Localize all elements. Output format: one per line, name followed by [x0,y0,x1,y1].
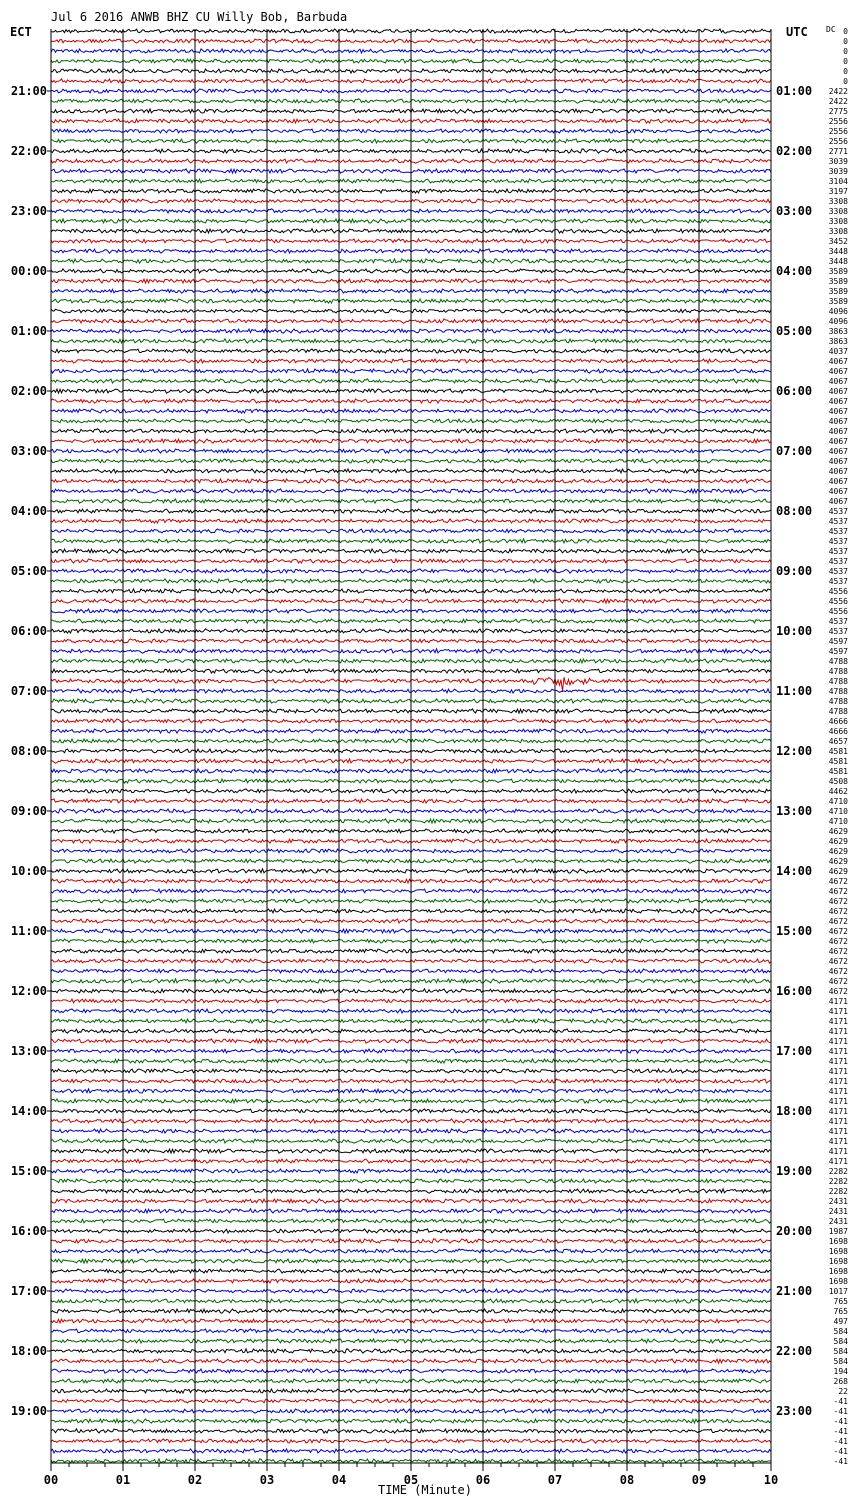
dc-offset-label: 3589 [828,277,848,286]
dc-offset-label: 4672 [828,917,848,926]
dc-offset-label: 4067 [828,497,848,506]
dc-offset-label: 4067 [828,437,848,446]
left-hour-label: 18:00 [10,1344,47,1358]
dc-offset-label: 4666 [828,717,848,726]
dc-offset-label: 584 [833,1357,848,1366]
x-tick-label: 10 [763,1473,779,1487]
left-hour-label: 04:00 [10,504,47,518]
dc-offset-label: 4672 [828,897,848,906]
dc-offset-label: 2282 [828,1167,848,1176]
dc-offset-label: 4537 [828,547,848,556]
dc-offset-label: 4672 [828,877,848,886]
dc-label: DC [826,25,836,34]
dc-offset-label: 4171 [828,1047,848,1056]
dc-offset-label: 0 [843,77,848,86]
dc-offset-label: 3863 [828,337,848,346]
right-hour-label: 10:00 [776,624,813,638]
left-hour-label: 06:00 [10,624,47,638]
dc-offset-label: 4171 [828,1117,848,1126]
dc-offset-label: 4788 [828,657,848,666]
dc-offset-label: 765 [833,1297,848,1306]
dc-offset-label: 4788 [828,667,848,676]
right-hour-label: 15:00 [776,924,813,938]
right-hour-label: 09:00 [776,564,813,578]
dc-offset-label: 4537 [828,557,848,566]
dc-offset-label: 4067 [828,447,848,456]
right-hour-label: 05:00 [776,324,813,338]
dc-offset-label: 4657 [828,737,848,746]
left-hour-label: 21:00 [10,84,47,98]
right-hour-label: 04:00 [776,264,813,278]
dc-offset-label: 3589 [828,287,848,296]
dc-offset-label: 3308 [828,227,848,236]
dc-offset-label: 4171 [828,1017,848,1026]
dc-offset-label: 4788 [828,677,848,686]
left-hour-label: 16:00 [10,1224,47,1238]
dc-offset-label: 4537 [828,527,848,536]
dc-offset-label: 4462 [828,787,848,796]
dc-offset-label: 584 [833,1337,848,1346]
dc-offset-label: 4067 [828,487,848,496]
dc-offset-label: 268 [833,1377,848,1386]
left-hour-label: 01:00 [10,324,47,338]
x-tick-label: 08 [619,1473,635,1487]
dc-offset-label: 4067 [828,457,848,466]
right-hour-label: 20:00 [776,1224,813,1238]
dc-offset-label: 3448 [828,257,848,266]
dc-offset-label: 4067 [828,427,848,436]
right-hour-label: 11:00 [776,684,813,698]
dc-offset-label: 1698 [828,1277,848,1286]
dc-offset-label: 3104 [828,177,848,186]
dc-offset-label: 4629 [828,837,848,846]
dc-offset-label: 4672 [828,967,848,976]
dc-offset-label: 4581 [828,767,848,776]
dc-offset-label: -41 [833,1407,848,1416]
dc-offset-label: 4672 [828,927,848,936]
dc-offset-label: 4597 [828,637,848,646]
right-hour-label: 16:00 [776,984,813,998]
left-hour-label: 23:00 [10,204,47,218]
chart-title: Jul 6 2016 ANWB BHZ CU Willy Bob, Barbuda [51,10,348,24]
dc-offset-label: 3448 [828,247,848,256]
left-hour-label: 12:00 [10,984,47,998]
x-axis-label: TIME (Minute) [378,1483,472,1497]
dc-offset-label: 4710 [828,817,848,826]
x-tick-label: 03 [259,1473,275,1487]
dc-offset-label: 4067 [828,387,848,396]
dc-offset-label: 4067 [828,407,848,416]
dc-offset-label: 4629 [828,827,848,836]
right-hour-label: 07:00 [776,444,813,458]
x-tick-label: 06 [475,1473,491,1487]
dc-offset-label: 3589 [828,297,848,306]
dc-offset-label: 2282 [828,1187,848,1196]
dc-offset-label: 4067 [828,377,848,386]
dc-offset-label: 0 [843,47,848,56]
left-hour-label: 19:00 [10,1404,47,1418]
x-tick-label: 05 [403,1473,419,1487]
left-hour-label: 14:00 [10,1104,47,1118]
left-hour-label: 11:00 [10,924,47,938]
dc-offset-label: 4537 [828,517,848,526]
left-hour-label: 22:00 [10,144,47,158]
dc-offset-label: 22 [838,1387,848,1396]
dc-offset-label: 4537 [828,577,848,586]
dc-offset-label: -41 [833,1397,848,1406]
dc-offset-label: 4067 [828,417,848,426]
dc-offset-label: 4171 [828,1087,848,1096]
right-timezone-label: UTC [786,25,808,39]
label-group [11,27,848,1487]
dc-offset-label: 4171 [828,1067,848,1076]
dc-offset-label: 4581 [828,747,848,756]
dc-offset-label: 3452 [828,237,848,246]
dc-offset-label: 4597 [828,647,848,656]
left-hour-label: 00:00 [10,264,47,278]
dc-offset-label: 4672 [828,937,848,946]
dc-offset-label: 4629 [828,867,848,876]
dc-offset-label: 4171 [828,1147,848,1156]
dc-offset-label: 4067 [828,357,848,366]
left-hour-label: 10:00 [10,864,47,878]
x-tick-label: 00 [43,1473,59,1487]
dc-offset-label: 4672 [828,947,848,956]
dc-offset-label: 497 [833,1317,848,1326]
dc-offset-label: 4556 [828,597,848,606]
dc-offset-label: 4171 [828,1137,848,1146]
x-tick-label: 01 [115,1473,131,1487]
right-hour-label: 02:00 [776,144,813,158]
dc-offset-label: 4672 [828,907,848,916]
dc-offset-label: 4556 [828,587,848,596]
dc-offset-label: 4537 [828,617,848,626]
dc-offset-label: 1987 [828,1227,848,1236]
right-hour-label: 01:00 [776,84,813,98]
right-hour-label: 21:00 [776,1284,813,1298]
dc-offset-label: 2556 [828,137,848,146]
dc-offset-label: 1698 [828,1267,848,1276]
dc-offset-label: 4710 [828,797,848,806]
dc-offset-label: -41 [833,1447,848,1456]
right-hour-label: 13:00 [776,804,813,818]
dc-offset-label: 3308 [828,217,848,226]
dc-offset-label: 765 [833,1307,848,1316]
dc-offset-label: 4171 [828,1097,848,1106]
right-hour-label: 03:00 [776,204,813,218]
dc-offset-label: 4067 [828,397,848,406]
dc-offset-label: 3039 [828,157,848,166]
dc-offset-label: 0 [843,27,848,36]
dc-offset-label: 4710 [828,807,848,816]
dc-offset-label: 2556 [828,117,848,126]
dc-offset-label: 4666 [828,727,848,736]
dc-offset-label: 3197 [828,187,848,196]
dc-offset-label: 4629 [828,847,848,856]
dc-offset-label: 4788 [828,687,848,696]
dc-offset-label: 584 [833,1327,848,1336]
left-hour-label: 17:00 [10,1284,47,1298]
dc-offset-label: 3039 [828,167,848,176]
dc-offset-label: 4672 [828,977,848,986]
dc-offset-label: 4788 [828,697,848,706]
right-hour-label: 18:00 [776,1104,813,1118]
right-hour-label: 19:00 [776,1164,813,1178]
dc-offset-label: 4037 [828,347,848,356]
dc-offset-label: 4067 [828,367,848,376]
dc-offset-label: 4537 [828,537,848,546]
dc-offset-label: 2431 [828,1217,848,1226]
dc-offset-label: 1698 [828,1237,848,1246]
dc-offset-label: 4171 [828,997,848,1006]
dc-offset-label: 4067 [828,467,848,476]
dc-offset-label: 4171 [828,1077,848,1086]
dc-offset-label: 3863 [828,327,848,336]
dc-offset-label: 4537 [828,567,848,576]
dc-offset-label: 4171 [828,1127,848,1136]
dc-offset-label: 4067 [828,477,848,486]
dc-offset-label: 0 [843,67,848,76]
dc-offset-label: 4629 [828,857,848,866]
dc-offset-label: 1698 [828,1257,848,1266]
left-hour-label: 07:00 [10,684,47,698]
left-hour-label: 09:00 [10,804,47,818]
dc-offset-label: 4537 [828,627,848,636]
dc-offset-label: 4508 [828,777,848,786]
dc-offset-label: 2775 [828,107,848,116]
dc-offset-label: 2422 [828,87,848,96]
dc-offset-label: 4537 [828,507,848,516]
dc-offset-label: 194 [833,1367,848,1376]
dc-offset-label: 2282 [828,1177,848,1186]
right-hour-label: 08:00 [776,504,813,518]
right-hour-label: 23:00 [776,1404,813,1418]
dc-offset-label: 0 [843,37,848,46]
dc-offset-label: 4171 [828,1007,848,1016]
dc-offset-label: 4672 [828,887,848,896]
dc-offset-label: 4096 [828,307,848,316]
dc-offset-label: 1017 [828,1287,848,1296]
dc-offset-label: 0 [843,57,848,66]
left-hour-label: 03:00 [10,444,47,458]
right-hour-label: 22:00 [776,1344,813,1358]
left-hour-label: 13:00 [10,1044,47,1058]
left-hour-label: 02:00 [10,384,47,398]
right-hour-label: 06:00 [776,384,813,398]
dc-offset-label: -41 [833,1457,848,1466]
right-hour-label: 14:00 [776,864,813,878]
dc-offset-label: -41 [833,1437,848,1446]
dc-offset-label: 4171 [828,1107,848,1116]
dc-offset-label: -41 [833,1427,848,1436]
dc-offset-label: 4672 [828,957,848,966]
x-tick-label: 04 [331,1473,347,1487]
dc-offset-label: 2771 [828,147,848,156]
dc-offset-label: 4171 [828,1057,848,1066]
dc-offset-label: 2422 [828,97,848,106]
dc-offset-label: 3308 [828,197,848,206]
dc-offset-label: 1698 [828,1247,848,1256]
dc-offset-label: 2556 [828,127,848,136]
dc-offset-label: 2431 [828,1207,848,1216]
x-tick-label: 09 [691,1473,707,1487]
dc-offset-label: 4096 [828,317,848,326]
left-hour-label: 05:00 [10,564,47,578]
dc-offset-label: 4171 [828,1027,848,1036]
x-tick-label: 07 [547,1473,563,1487]
dc-offset-label: 4556 [828,607,848,616]
dc-offset-label: 4672 [828,987,848,996]
dc-offset-label: 4788 [828,707,848,716]
dc-offset-label: 4171 [828,1157,848,1166]
dc-offset-label: 3308 [828,207,848,216]
left-timezone-label: ECT [10,25,32,39]
dc-offset-label: -41 [833,1417,848,1426]
right-hour-label: 17:00 [776,1044,813,1058]
dc-offset-label: 584 [833,1347,848,1356]
x-tick-label: 02 [187,1473,203,1487]
left-hour-label: 15:00 [10,1164,47,1178]
right-hour-label: 12:00 [776,744,813,758]
left-hour-label: 08:00 [10,744,47,758]
dc-offset-label: 2431 [828,1197,848,1206]
dc-offset-label: 3589 [828,267,848,276]
dc-offset-label: 4581 [828,757,848,766]
dc-offset-label: 4171 [828,1037,848,1046]
